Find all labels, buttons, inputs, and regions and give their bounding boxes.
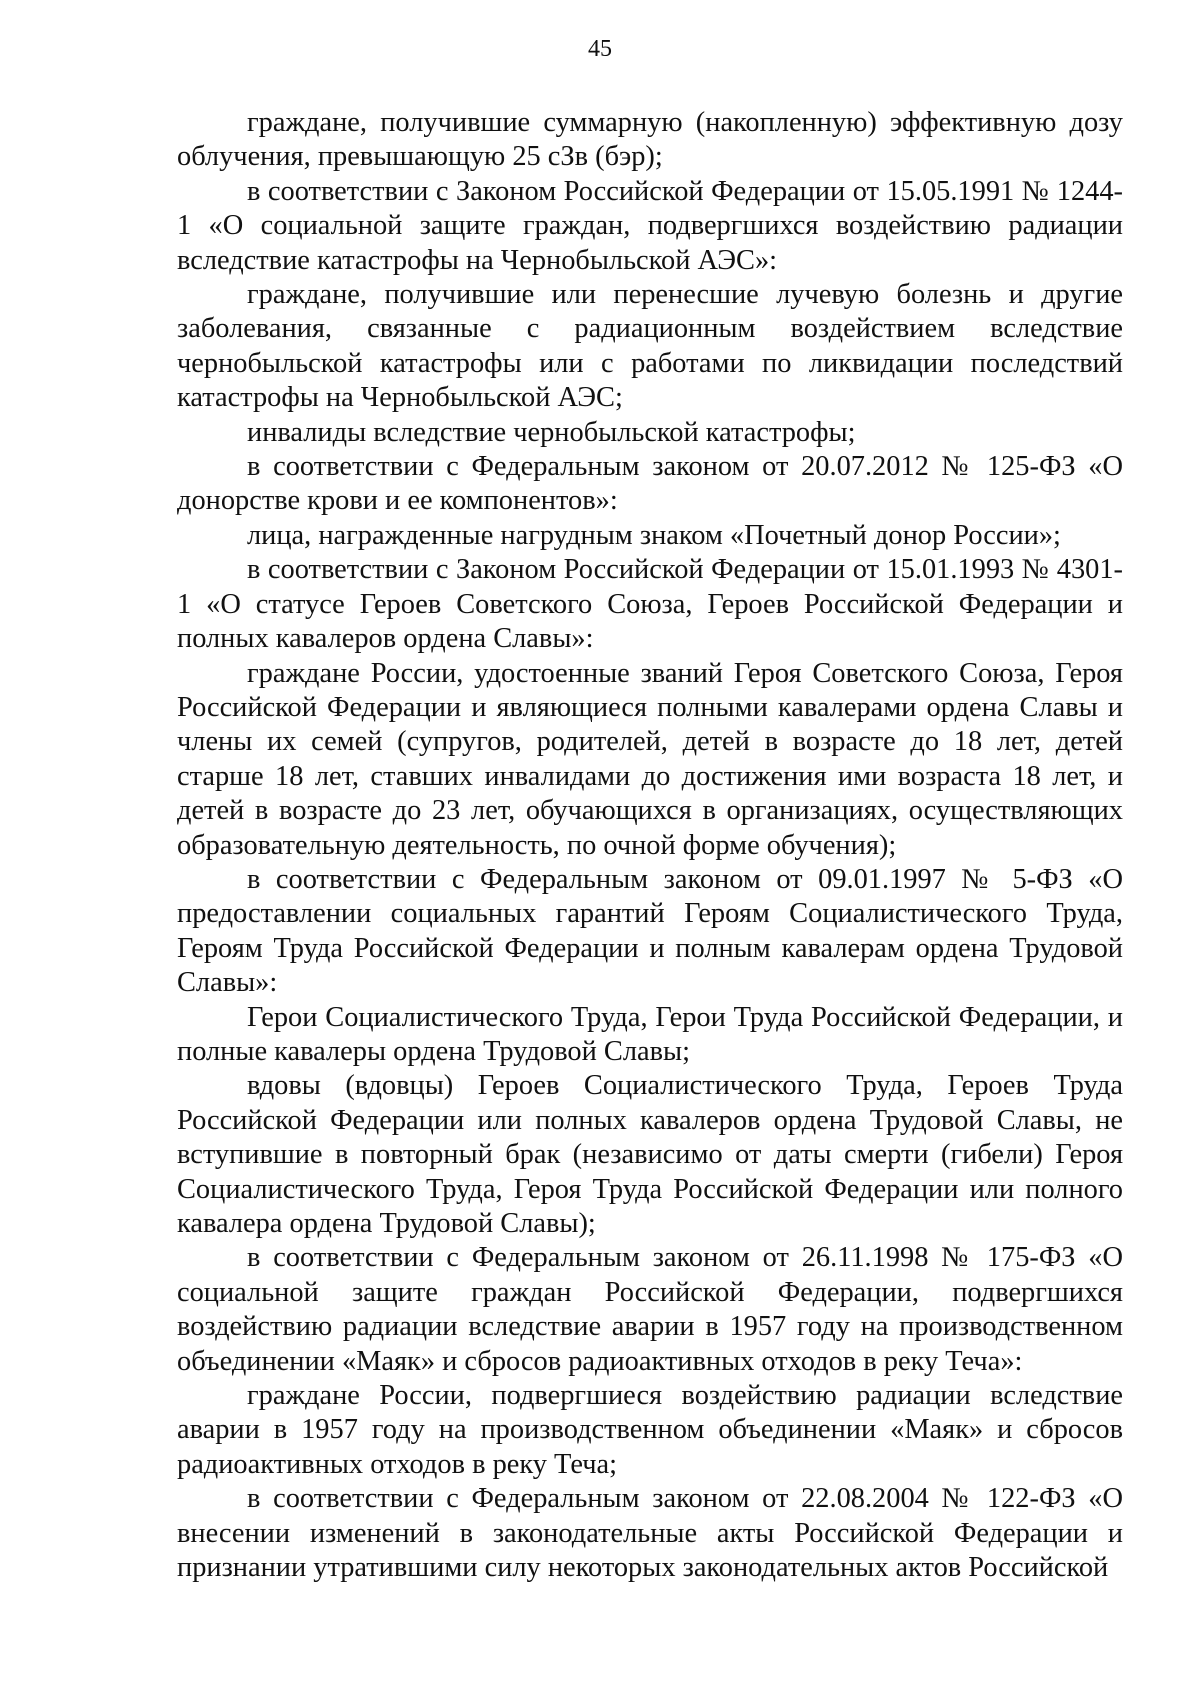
paragraph: лица, награжденные нагрудным знаком «Почетный донор России»; bbox=[247, 519, 1061, 551]
document-body bbox=[177, 106, 1123, 1585]
page-number: 45 bbox=[588, 36, 612, 62]
paragraph: в соответствии с Федеральным законом от 26.11.1998 № 175-ФЗ «О социальной защите граждан Российской Федерации, подвергшихся воздействию радиации вследствие аварии в 1957 году на производственном объединении «Маяк» и сбросов радиоактивных отходов в реку Теча»: bbox=[177, 1242, 1123, 1377]
paragraph: в соответствии с Федеральным законом от 09.01.1997 № 5-ФЗ «О предоставлении социальных гарантий Героям Социалистического Труда, Героям Труда Российской Федерации и полным кавалерам ордена Трудовой Славы»: bbox=[177, 863, 1123, 999]
paragraph: инвалиды вследствие чернобыльской катастрофы; bbox=[247, 416, 856, 448]
paragraph: в соответствии с Федеральным законом от 22.08.2004 № 122-ФЗ «О внесении изменений в законодательные акты Российской Федерации и признании утратившими силу некоторых законодательных актов Российской bbox=[177, 1483, 1123, 1584]
paragraph: вдовы (вдовцы) Героев Социалистического Труда, Героев Труда Российской Федерации или полных кавалеров ордена Трудовой Славы, не вступившие в повторный брак (независимо от даты смерти (гибели) Героя Социалистического Труда, Героя Труда Российской Федерации или полного кавалера ордена Трудовой Славы); bbox=[177, 1070, 1123, 1239]
paragraph: в соответствии с Законом Российской Федерации от 15.01.1993 № 4301-1 «О статусе Героев Советского Союза, Героев Российской Федерации и полных кавалеров ордена Славы»: bbox=[177, 554, 1123, 655]
paragraph: граждане, получившие суммарную (накопленную) эффективную дозу облучения, превышающую 25 сЗв (бэр); bbox=[177, 107, 1123, 173]
paragraph: в соответствии с Законом Российской Федерации от 15.05.1991 № 1244-1 «О социальной защите граждан, подвергшихся воздействию радиации вследствие катастрофы на Чернобыльской АЭС»: bbox=[177, 175, 1123, 276]
paragraph: граждане, получившие или перенесшие лучевую болезнь и другие заболевания, связанные с радиационным воздействием вследствие чернобыльской катастрофы или с работами по ликвидации последствий катастрофы на Чернобыльской АЭС; bbox=[177, 279, 1123, 414]
paragraph: граждане России, подвергшиеся воздействию радиации вследствие аварии в 1957 году на производственном объединении «Маяк» и сбросов радиоактивных отходов в реку Теча; bbox=[177, 1380, 1123, 1480]
paragraph: в соответствии с Федеральным законом от 20.07.2012 № 125-ФЗ «О донорстве крови и ее компонентов»: bbox=[177, 451, 1123, 517]
paragraph: граждане России, удостоенные званий Героя Советского Союза, Героя Российской Федерации и являющиеся полными кавалерами ордена Славы и члены их семей (супругов, родителей, детей в возрасте до 18 лет, детей старше 18 лет, ставших инвалидами до достижения ими возраста 18 лет, и детей в возрасте до 23 лет, обучающихся в организациях, осуществляющих образовательную деятельность, по очной форме обучения); bbox=[177, 657, 1123, 861]
paragraph: Герои Социалистического Труда, Герои Труда Российской Федерации, и полные кавалеры ордена Трудовой Славы; bbox=[177, 1001, 1123, 1067]
